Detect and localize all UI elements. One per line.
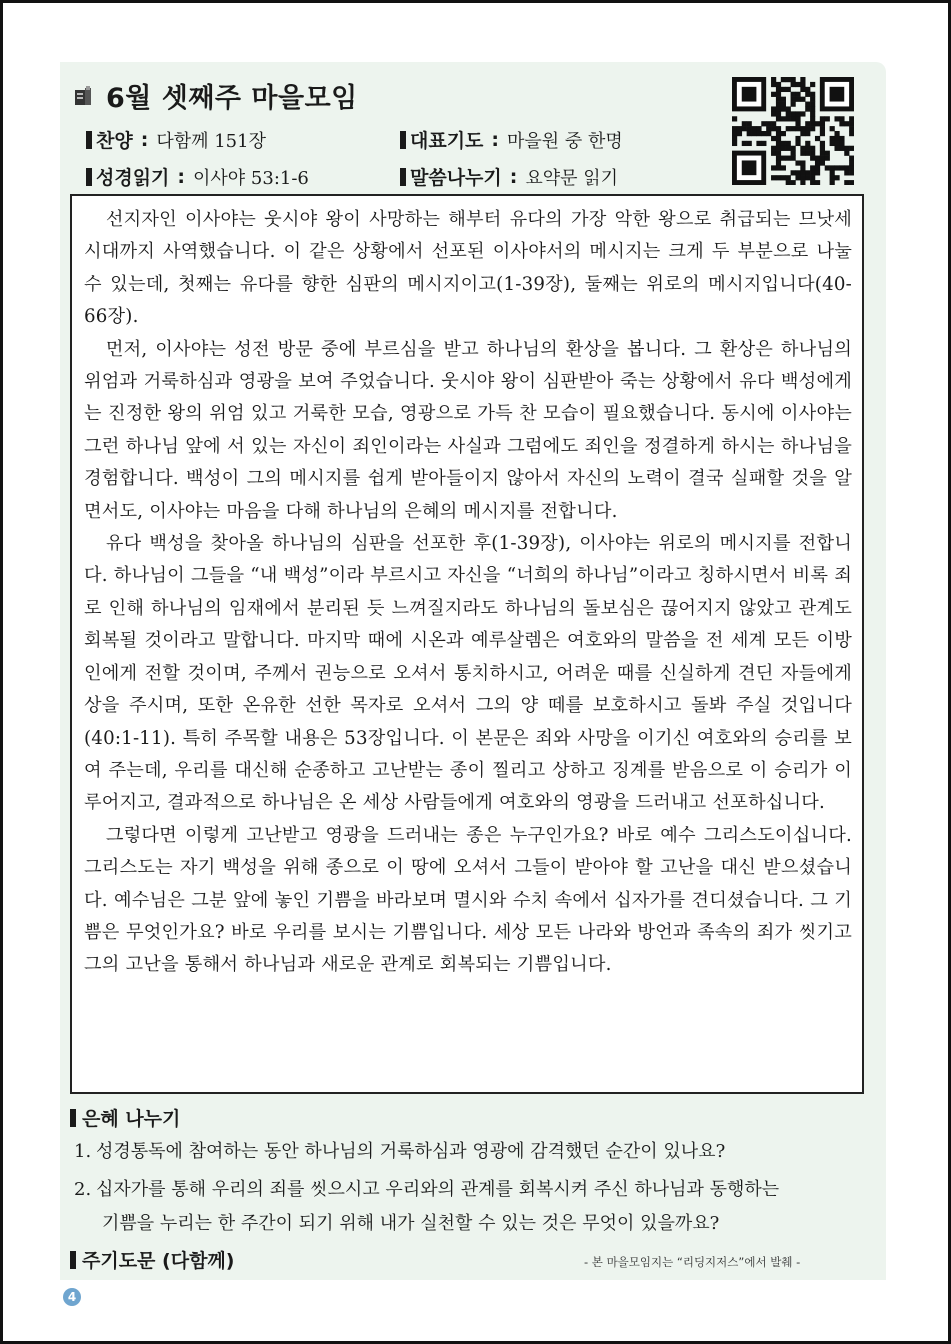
meta-prayer <box>400 126 623 153</box>
qr-code-icon <box>732 77 854 185</box>
meta-sharing-label: 말씀나누기 <box>410 167 502 189</box>
page-title: 6월 셋째주 마을모임 <box>106 83 358 114</box>
bullet-bar <box>86 131 92 149</box>
meta-hymn-value: 다함께 151장 <box>156 130 266 152</box>
paragraph: 유다 백성을 찾아올 하나님의 심판을 선포한 후(1-39장), 이사야는 위로의 메시지를 전합니다. 하나님이 그들을 “내 백성”이라 부르시고 자신을 “너희의 하나님”이라고 칭하시면서 비록 죄로 인해 하나님의 임재에서 분리된 듯 느껴질지라도 하나님의 돌보심은 끊어지지 않았고 관계도 회복될 것이라고 말합니다. 마지막 때에 시온과 예루살렘은 여호와의 말씀을 전 세계 모든 이방인에게 전할 것이며, 주께서 권능으로 오셔서 통치하시고, 어려운 때를 신실하게 견딘 자들에게 상을 주시며, 또한 온유한 선한 목자로 오셔서 그의 양 떼를 보호하시고 돌봐 주실 것입니다(40:1-11). 특히 주목할 내용은 53장입니다. 이 본문은 죄와 사망을 이기신 여호와의 승리를 보여 주는데, 우리를 대신해 순종하고 고난받는 종이 찔리고 상하고 징계를 받음으로 이 승리가 이루어지고, 결과적으로 하나님은 온 세상 사람들에게 여호와의 영광을 드러내고 선포하십니다. <box>84 533 852 814</box>
paragraph: 그렇다면 이렇게 고난받고 영광을 드러내는 종은 누구인가요? 바로 예수 그리스도이십니다. 그리스도는 자기 백성을 위해 종으로 이 땅에 오셔서 그들이 받아야 할 고난을 대신 받으셨습니다. 예수님은 그분 앞에 놓인 기쁨을 바라보며 멸시와 수치 속에서 십자가를 견디셨습니다. 그 기쁨은 무엇인가요? 바로 우리를 보시는 기쁨입니다. 세상 모든 나라와 방언과 족속의 죄가 씻기고 그의 고난을 통해서 하나님과 새로운 관계로 회복되는 기쁨입니다. <box>84 824 852 976</box>
meta-prayer-label: 대표기도 <box>410 130 484 152</box>
paragraph: 선지자인 이사야는 웃시야 왕이 사망하는 해부터 유다의 가장 악한 왕으로 취급되는 므낫세 시대까지 사역했습니다. 이 같은 상황에서 선포된 이사야서의 메시지는 크게 두 부분으로 나눌 수 있는데, 첫째는 유다를 향한 심판의 메시지이고(1-39장), 둘째는 위로의 메시지입니다(40-66장). <box>84 209 852 328</box>
question-number: 2. <box>74 1179 92 1200</box>
question-text: 성경통독에 참여하는 동안 하나님의 거룩하심과 영광에 감격했던 순간이 있나요? <box>96 1141 726 1162</box>
question-2 <box>74 1174 779 1206</box>
bullet-bar <box>400 168 406 186</box>
meta-hymn-label: 찬양 <box>96 130 133 152</box>
meta-hymn <box>86 126 266 153</box>
title-row <box>74 76 358 115</box>
bullet-bar <box>70 1251 76 1269</box>
bullet-bar <box>86 168 92 186</box>
paragraph: 먼저, 이사야는 성전 방문 중에 부르심을 받고 하나님의 환상을 봅니다. 그 환상은 하나님의 위엄과 거룩하심과 영광을 보여 주었습니다. 웃시야 왕이 심판받아 죽는 상황에서 유다 백성에게는 진정한 왕의 위엄 있고 거룩한 모습, 영광으로 가득 찬 모습이 필요했습니다. 동시에 이사야는 그런 하나님 앞에 서 있는 자신이 죄인이라는 사실과 그럼에도 죄인을 정결하게 하시는 하나님을 경험합니다. 백성이 그의 메시지를 쉽게 받아들이지 않아서 자신의 노력이 결국 실패할 것을 알면서도, 이사야는 마음을 다해 하나님의 은혜의 메시지를 전합니다. <box>84 338 852 522</box>
meta-colon: : <box>177 165 186 188</box>
meta-colon: : <box>140 128 149 151</box>
question-text: 기쁨을 누리는 한 주간이 되기 위해 내가 실천할 수 있는 것은 무엇이 있을까요? <box>102 1213 720 1234</box>
bullet-bar <box>400 131 406 149</box>
question-2-continued <box>102 1208 719 1240</box>
question-1 <box>74 1136 725 1168</box>
page-number-badge: 4 <box>63 1288 81 1306</box>
meta-prayer-value: 마을원 중 한명 <box>507 130 623 152</box>
grace-heading-text: 은혜 나누기 <box>82 1108 181 1130</box>
source-note: - 본 마을모임지는 “리딩지저스”에서 발췌 - <box>584 1255 801 1269</box>
grace-heading <box>70 1104 180 1131</box>
meta-reading-label: 성경읽기 <box>96 167 170 189</box>
summary-text-box <box>70 194 864 1094</box>
book-icon <box>74 85 92 107</box>
bullet-bar <box>70 1109 76 1127</box>
meta-reading-value: 이사야 53:1-6 <box>193 167 309 189</box>
question-number: 1. <box>74 1141 92 1162</box>
question-text: 십자가를 통해 우리의 죄를 씻으시고 우리와의 관계를 회복시켜 주신 하나님과 동행하는 <box>96 1179 780 1200</box>
meta-reading <box>86 163 309 190</box>
meta-colon: : <box>491 128 500 151</box>
prayer-heading <box>70 1246 234 1273</box>
prayer-heading-text: 주기도문 (다함께) <box>82 1250 235 1272</box>
meta-colon: : <box>509 165 518 188</box>
meta-sharing-value: 요약문 읽기 <box>525 167 619 189</box>
meta-sharing <box>400 163 618 190</box>
